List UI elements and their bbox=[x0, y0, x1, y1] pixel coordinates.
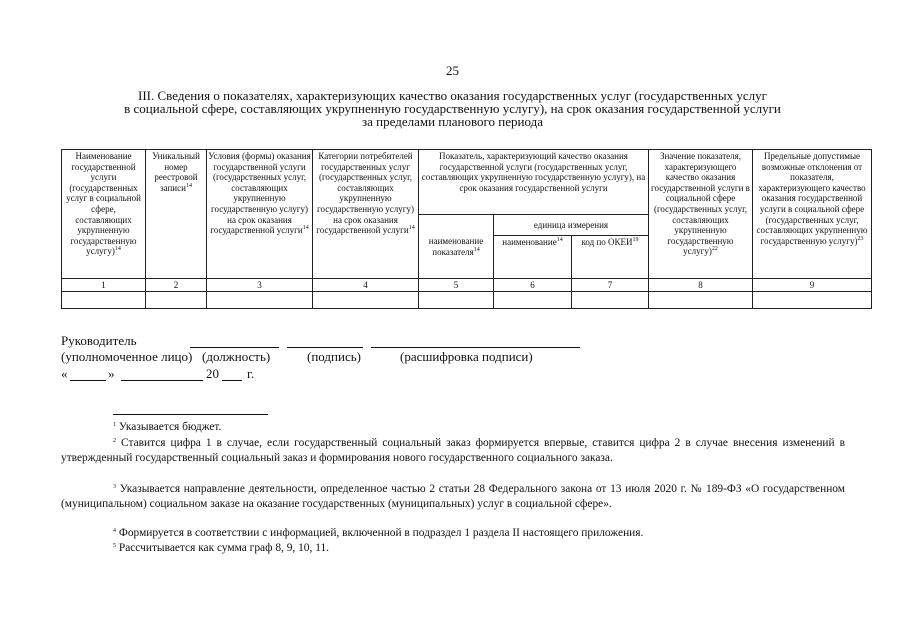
footnote-2: $^2$ Ставится цифра 1 в случае, если государственный социальный заказ формируется впервые, ставится цифра 2 в случае внесения изменений в утвержденный государственный социальный заказ и формирования нового государственного социального заказа. bbox=[61, 437, 845, 464]
table-cell[interactable] bbox=[419, 292, 494, 309]
signature-line[interactable] bbox=[287, 347, 363, 348]
table-cell[interactable] bbox=[313, 292, 419, 309]
head-label: Руководитель bbox=[61, 333, 137, 348]
header-okei-code: код по ОКЕИ$^{19}$ bbox=[572, 236, 649, 279]
footnote-5: $^5$ Рассчитывается как сумма граф 8, 9, 10, 11. bbox=[113, 542, 330, 554]
footnote-4: $^4$ Формируется в соответствии с информацией, включенной в подраздел 1 раздела II настоящего приложения. bbox=[113, 527, 644, 539]
date-day-line[interactable] bbox=[70, 380, 106, 381]
table-cell[interactable] bbox=[146, 292, 207, 309]
decoding-line[interactable] bbox=[371, 347, 580, 348]
table-cell[interactable] bbox=[494, 292, 572, 309]
column-number: 4 bbox=[313, 279, 419, 292]
section-title-line-1: III. Сведения о показателях, характеризующих качество оказания государственных услуг (государственных услуг bbox=[138, 88, 767, 103]
column-number-row bbox=[62, 279, 872, 292]
table-cell[interactable] bbox=[753, 292, 872, 309]
date-year-line[interactable] bbox=[222, 380, 242, 381]
column-number: 9 bbox=[753, 279, 872, 292]
date-quote-open: « bbox=[61, 366, 68, 381]
section-title-line-3: за пределами планового периода bbox=[362, 114, 543, 129]
header-consumer-categories: Категории потребителей государственных услуг (государственных услуг, составляющих укрупненную государственную услугу) на срок оказания государственной услуги$^{14}$ bbox=[313, 150, 419, 279]
table-cell[interactable] bbox=[62, 292, 146, 309]
header-unit-group: единица измерения bbox=[494, 215, 649, 236]
section-title-line-2: в социальной сфере, составляющих укрупненную государственную услугу), на срок оказания государственной услуги bbox=[124, 101, 781, 116]
position-line[interactable] bbox=[190, 347, 279, 348]
footnote-3: $^3$ Указывается направление деятельности, определенное частью 2 статьи 28 Федерального закона от 13 июля 2020 г. № 189-ФЗ «О государственном (муниципальном) социальном заказе на оказание государственных (муниципальных) услуг в социальной сфере». bbox=[61, 483, 845, 510]
header-service-name: Наименование государственной услуги (государственных услуг в социальной сфере, составляющих укрупненную государственную услугу)$^{14}$ bbox=[62, 150, 146, 279]
date-month-line[interactable] bbox=[121, 380, 203, 381]
date-year-prefix: 20 bbox=[206, 366, 219, 381]
table-cell[interactable] bbox=[649, 292, 753, 309]
header-quality-indicator-group: Показатель, характеризующий качество оказания государственной услуги (государственных услуг, составляющих укрупненную государственную услугу), на срок оказания государственной услуги bbox=[419, 150, 649, 215]
position-label: (должность) bbox=[202, 349, 271, 364]
date-quote-close: » bbox=[108, 366, 115, 381]
header-permissible-deviation: Предельные допустимые возможные отклонения от показателя, характеризующего качество оказания государственной услуги в социальной сфере (государственных услуг, составляющих укрупненную государственную услугу)$^{23}$ bbox=[753, 150, 872, 279]
header-unit-name: наименование$^{14}$ bbox=[494, 236, 572, 279]
signature-label: (подпись) bbox=[307, 349, 361, 364]
table-cell[interactable] bbox=[207, 292, 313, 309]
footnote-1: $^1$ Указывается бюджет. bbox=[113, 421, 222, 433]
decoding-label: (расшифровка подписи) bbox=[400, 349, 533, 364]
table-cell[interactable] bbox=[572, 292, 649, 309]
footnote-divider bbox=[113, 414, 268, 415]
column-number: 1 bbox=[62, 279, 146, 292]
date-year-suffix: г. bbox=[247, 366, 255, 381]
header-indicator-name: наименование показателя$^{14}$ bbox=[419, 215, 494, 279]
column-number: 3 bbox=[207, 279, 313, 292]
header-registry-number: Уникальный номер реестровой записи$^{14}$ bbox=[146, 150, 207, 279]
header-conditions: Условия (формы) оказания государственной услуги (государственных услуг, составляющих укрупненную государственную услугу) на срок оказания государственной услуги$^{14}$ bbox=[207, 150, 313, 279]
section-title bbox=[55, 89, 850, 128]
column-number: 8 bbox=[649, 279, 753, 292]
column-number: 7 bbox=[572, 279, 649, 292]
column-number: 5 bbox=[419, 279, 494, 292]
column-number: 6 bbox=[494, 279, 572, 292]
quality-indicators-table bbox=[61, 149, 872, 309]
authorized-person-label: (уполномоченное лицо) bbox=[61, 349, 193, 364]
page-number: 25 bbox=[446, 63, 459, 78]
table-row bbox=[62, 292, 872, 309]
column-number: 2 bbox=[146, 279, 207, 292]
header-indicator-value: Значение показателя, характеризующего качество оказания государственной услуги в социальной сфере (государственных услуг, составляющих укрупненную государственную услугу)$^{22}$ bbox=[649, 150, 753, 279]
